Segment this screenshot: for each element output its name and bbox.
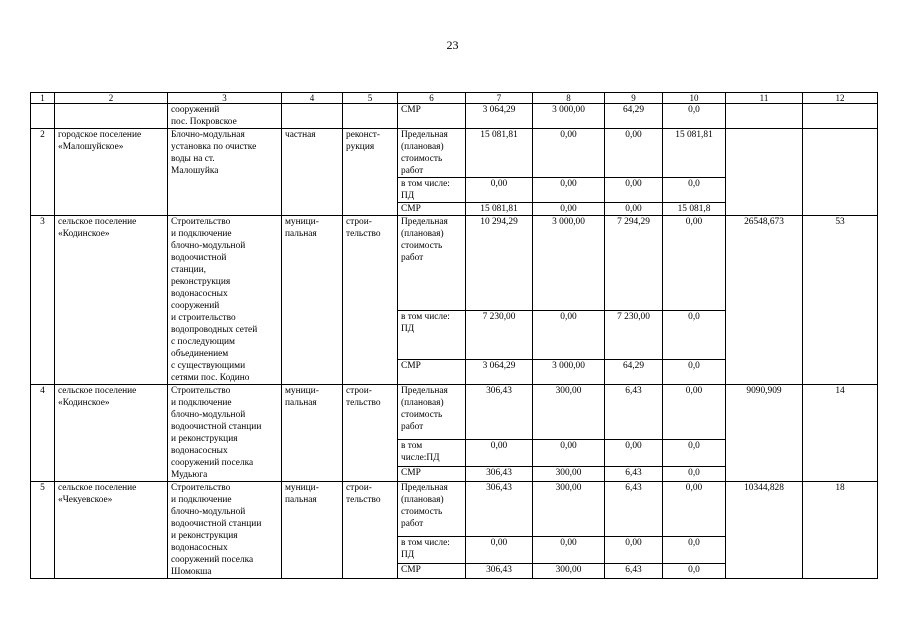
cell-col9: 6,43: [605, 482, 663, 537]
cell-col8: 0,00: [533, 203, 605, 216]
cell-col7: 306,43: [466, 564, 533, 579]
cell-col10: 15 081,8: [663, 203, 726, 216]
cell-cost-type: Предельная (плановая) стоимость работ: [398, 482, 466, 537]
cell-col11: 26548,673: [726, 216, 803, 385]
cell-kind: [343, 104, 398, 129]
cell-col7: 0,00: [466, 536, 533, 564]
cell-col9: 0,00: [605, 178, 663, 203]
column-number-11: 11: [726, 93, 803, 104]
cell-col7: 306,43: [466, 482, 533, 537]
cell-col7: 3 064,29: [466, 104, 533, 129]
cell-col11: [726, 129, 803, 216]
cell-col9: 7 230,00: [605, 311, 663, 360]
table-row: [31, 104, 878, 129]
column-number-4: 4: [282, 93, 343, 104]
cell-ownership: муници- пальная: [282, 216, 343, 385]
column-number-6: 6: [398, 93, 466, 104]
cell-ownership: [282, 104, 343, 129]
cell-number: [31, 104, 55, 129]
cell-ownership: частная: [282, 129, 343, 216]
cell-col8: 300,00: [533, 564, 605, 579]
cell-cost-type: в том числе: ПД: [398, 178, 466, 203]
cell-col10: 0,0: [663, 536, 726, 564]
cell-col8: 0,00: [533, 536, 605, 564]
table-row: [31, 129, 878, 178]
cell-cost-type: СМР: [398, 467, 466, 482]
cell-cost-type: Предельная (плановая) стоимость работ: [398, 216, 466, 311]
cell-cost-type: СМР: [398, 359, 466, 384]
cell-col11: 9090,909: [726, 385, 803, 482]
cell-col9: 0,00: [605, 203, 663, 216]
cell-col8: 3 000,00: [533, 359, 605, 384]
cell-kind: строи- тельство: [343, 216, 398, 385]
column-number-3: 3: [168, 93, 282, 104]
cell-ownership: муници- пальная: [282, 385, 343, 482]
cell-col8: 300,00: [533, 467, 605, 482]
cell-col10: 0,00: [663, 482, 726, 537]
cell-col9: 0,00: [605, 129, 663, 178]
cell-object: сооружений пос. Покровское: [168, 104, 282, 129]
cell-object: Строительство и подключение блочно-модульной водоочистной станции и реконструкция водонасосных сооружений поселка Мудьюга: [168, 385, 282, 482]
cell-cost-type: СМР: [398, 564, 466, 579]
cell-col9: 7 294,29: [605, 216, 663, 311]
cell-col12: 18: [803, 482, 878, 579]
cell-col7: 10 294,29: [466, 216, 533, 311]
cell-col7: 3 064,29: [466, 359, 533, 384]
cell-object: Строительство и подключение блочно-модульной водоочистной станции, реконструкция водонасосных сооружений и строительство водопроводных сетей с последующим объединением с существующими сетями пос. Кодино: [168, 216, 282, 385]
cell-col9: 6,43: [605, 385, 663, 440]
cell-object: Строительство и подключение блочно-модульной водоочистной станции и реконструкция водонасосных сооружений поселка Шомокша: [168, 482, 282, 579]
column-number-12: 12: [803, 93, 878, 104]
program-table: [30, 92, 878, 579]
cell-col10: 0,0: [663, 467, 726, 482]
cell-col11: [726, 104, 803, 129]
cell-col7: 15 081,81: [466, 129, 533, 178]
cell-col10: 0,0: [663, 439, 726, 467]
column-number-1: 1: [31, 93, 55, 104]
column-number-9: 9: [605, 93, 663, 104]
cell-cost-type: в том числе:ПД: [398, 439, 466, 467]
cell-cost-type: СМР: [398, 203, 466, 216]
cell-number: 2: [31, 129, 55, 216]
cell-cost-type: СМР: [398, 104, 466, 129]
cell-kind: строи- тельство: [343, 482, 398, 579]
column-number-2: 2: [55, 93, 168, 104]
page-number: 23: [446, 38, 459, 52]
cell-settlement: сельское поселение «Кодинское»: [55, 385, 168, 482]
cell-col9: 64,29: [605, 104, 663, 129]
table-row: [31, 482, 878, 537]
cell-col8: 300,00: [533, 385, 605, 440]
cell-col10: 0,0: [663, 359, 726, 384]
cell-number: 5: [31, 482, 55, 579]
cell-col10: 0,0: [663, 104, 726, 129]
cell-col8: 0,00: [533, 178, 605, 203]
cell-col12: 53: [803, 216, 878, 385]
table-row: [31, 216, 878, 311]
cell-kind: реконст- рукция: [343, 129, 398, 216]
cell-col9: 0,00: [605, 439, 663, 467]
column-number-row: [31, 93, 878, 104]
table-body: [31, 93, 878, 579]
cell-col7: 15 081,81: [466, 203, 533, 216]
cell-col10: 0,0: [663, 178, 726, 203]
cell-cost-type: Предельная (плановая) стоимость работ: [398, 385, 466, 440]
cell-settlement: [55, 104, 168, 129]
cell-col10: 0,00: [663, 216, 726, 311]
column-number-8: 8: [533, 93, 605, 104]
cell-settlement: сельское поселение «Чекуевское»: [55, 482, 168, 579]
cell-col7: 0,00: [466, 439, 533, 467]
cell-col10: 0,00: [663, 385, 726, 440]
column-number-7: 7: [466, 93, 533, 104]
cell-col8: 3 000,00: [533, 216, 605, 311]
cell-col10: 15 081,81: [663, 129, 726, 178]
cell-col9: 6,43: [605, 467, 663, 482]
cell-col9: 6,43: [605, 564, 663, 579]
table-row: [31, 385, 878, 440]
cell-col8: 0,00: [533, 311, 605, 360]
column-number-5: 5: [343, 93, 398, 104]
cell-col7: 0,00: [466, 178, 533, 203]
cell-number: 3: [31, 216, 55, 385]
cell-col8: 0,00: [533, 439, 605, 467]
cell-settlement: городское поселение «Малошуйское»: [55, 129, 168, 216]
cell-col8: 3 000,00: [533, 104, 605, 129]
cell-col9: 64,29: [605, 359, 663, 384]
cell-cost-type: в том числе: ПД: [398, 311, 466, 360]
cell-col7: 306,43: [466, 467, 533, 482]
cell-settlement: сельское поселение «Кодинское»: [55, 216, 168, 385]
column-number-10: 10: [663, 93, 726, 104]
cell-kind: строи- тельство: [343, 385, 398, 482]
cell-col12: [803, 104, 878, 129]
cell-col10: 0,0: [663, 564, 726, 579]
cell-cost-type: в том числе: ПД: [398, 536, 466, 564]
cell-cost-type: Предельная (плановая) стоимость работ: [398, 129, 466, 178]
cell-col11: 10344,828: [726, 482, 803, 579]
cell-col7: 306,43: [466, 385, 533, 440]
cell-col8: 0,00: [533, 129, 605, 178]
cell-col9: 0,00: [605, 536, 663, 564]
cell-col8: 300,00: [533, 482, 605, 537]
cell-object: Блочно-модульная установка по очистке воды на ст. Малошуйка: [168, 129, 282, 216]
cell-ownership: муници- пальная: [282, 482, 343, 579]
cell-col7: 7 230,00: [466, 311, 533, 360]
cell-col12: [803, 129, 878, 216]
cell-col12: 14: [803, 385, 878, 482]
cell-number: 4: [31, 385, 55, 482]
cell-col10: 0,0: [663, 311, 726, 360]
